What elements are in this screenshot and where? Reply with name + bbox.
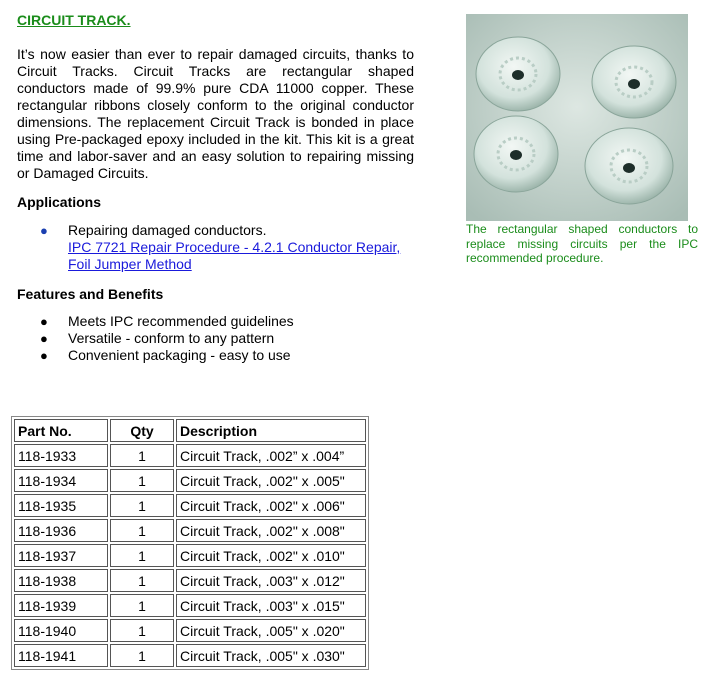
feature-text: Versatile - conform to any pattern: [68, 330, 275, 346]
qty-cell: 1: [110, 469, 174, 492]
reel-top-left: [476, 37, 560, 111]
reel-bottom-left: [474, 116, 558, 192]
table-row: [14, 494, 366, 517]
bullet-icon: ●: [40, 223, 48, 238]
list-item: [40, 313, 400, 330]
table-row: [14, 519, 366, 542]
photo-caption: The rectangular shaped conductors to replace missing circuits per the IPC recommended procedure.: [466, 222, 698, 265]
qty-cell: 1: [110, 494, 174, 517]
header-part-no: Part No.: [14, 419, 108, 442]
circuit-track-reels-photo: [466, 14, 688, 221]
table-row: [14, 469, 366, 492]
part-number-cell: 118-1934: [14, 469, 108, 492]
part-number-cell: 118-1936: [14, 519, 108, 542]
qty-cell: 1: [110, 594, 174, 617]
list-item: [40, 347, 400, 364]
part-number-cell: 118-1933: [14, 444, 108, 467]
qty-cell: 1: [110, 644, 174, 667]
description-cell: Circuit Track, .003" x .015": [176, 594, 366, 617]
header-description: Description: [176, 419, 366, 442]
description-cell: Circuit Track, .002" x .006": [176, 494, 366, 517]
features-list: [40, 313, 400, 364]
reel-top-right: [592, 46, 676, 118]
qty-cell: 1: [110, 569, 174, 592]
table-row: [14, 594, 366, 617]
description-cell: Circuit Track, .005" x .020": [176, 619, 366, 642]
part-number-cell: 118-1940: [14, 619, 108, 642]
application-text: Repairing damaged conductors.: [68, 222, 267, 238]
bullet-icon: ●: [40, 348, 48, 363]
table-row: [14, 444, 366, 467]
part-number-cell: 118-1937: [14, 544, 108, 567]
table-row: [14, 644, 366, 667]
qty-cell: 1: [110, 544, 174, 567]
bullet-icon: ●: [40, 331, 48, 346]
qty-cell: 1: [110, 619, 174, 642]
intro-paragraph: It’s now easier than ever to repair damaged circuits, thanks to Circuit Tracks. Circuit Tracks are rectangular shaped conductors made of 99.9% pure CDA 11000 copper. These rectangular ribbons closely conform to the original conductor dimensions. The replacement Circuit Track is bonded in place using Pre-packaged epoxy included in the kit. This kit is a great time and labor-saver and an easy solution to repairing missing or Damaged Circuits.: [17, 46, 414, 181]
description-cell: Circuit Track, .002" x .008": [176, 519, 366, 542]
table-header-row: [14, 419, 366, 442]
part-number-cell: 118-1941: [14, 644, 108, 667]
qty-cell: 1: [110, 444, 174, 467]
description-cell: Circuit Track, .005" x .030": [176, 644, 366, 667]
bullet-icon: ●: [40, 314, 48, 329]
list-item: [40, 330, 400, 347]
applications-list: [40, 222, 420, 273]
description-cell: Circuit Track, .003" x .012": [176, 569, 366, 592]
list-item: [40, 222, 420, 273]
feature-text: Meets IPC recommended guidelines: [68, 313, 294, 329]
ipc-7721-link[interactable]: IPC 7721 Repair Procedure - 4.2.1 Conductor Repair, Foil Jumper Method: [68, 239, 401, 272]
part-number-cell: 118-1935: [14, 494, 108, 517]
table-row: [14, 544, 366, 567]
parts-table: [11, 416, 369, 670]
page-title: CIRCUIT TRACK.: [17, 12, 131, 28]
feature-text: Convenient packaging - easy to use: [68, 347, 291, 363]
applications-heading: Applications: [17, 194, 102, 210]
table-row: [14, 619, 366, 642]
header-qty: Qty: [110, 419, 174, 442]
part-number-cell: 118-1939: [14, 594, 108, 617]
table-row: [14, 569, 366, 592]
qty-cell: 1: [110, 519, 174, 542]
part-number-cell: 118-1938: [14, 569, 108, 592]
description-cell: Circuit Track, .002" x .005": [176, 469, 366, 492]
reels-illustration: [466, 14, 688, 221]
description-cell: Circuit Track, .002” x .004”: [176, 444, 366, 467]
reel-bottom-right: [585, 128, 673, 204]
description-cell: Circuit Track, .002" x .010": [176, 544, 366, 567]
features-heading: Features and Benefits: [17, 286, 164, 302]
